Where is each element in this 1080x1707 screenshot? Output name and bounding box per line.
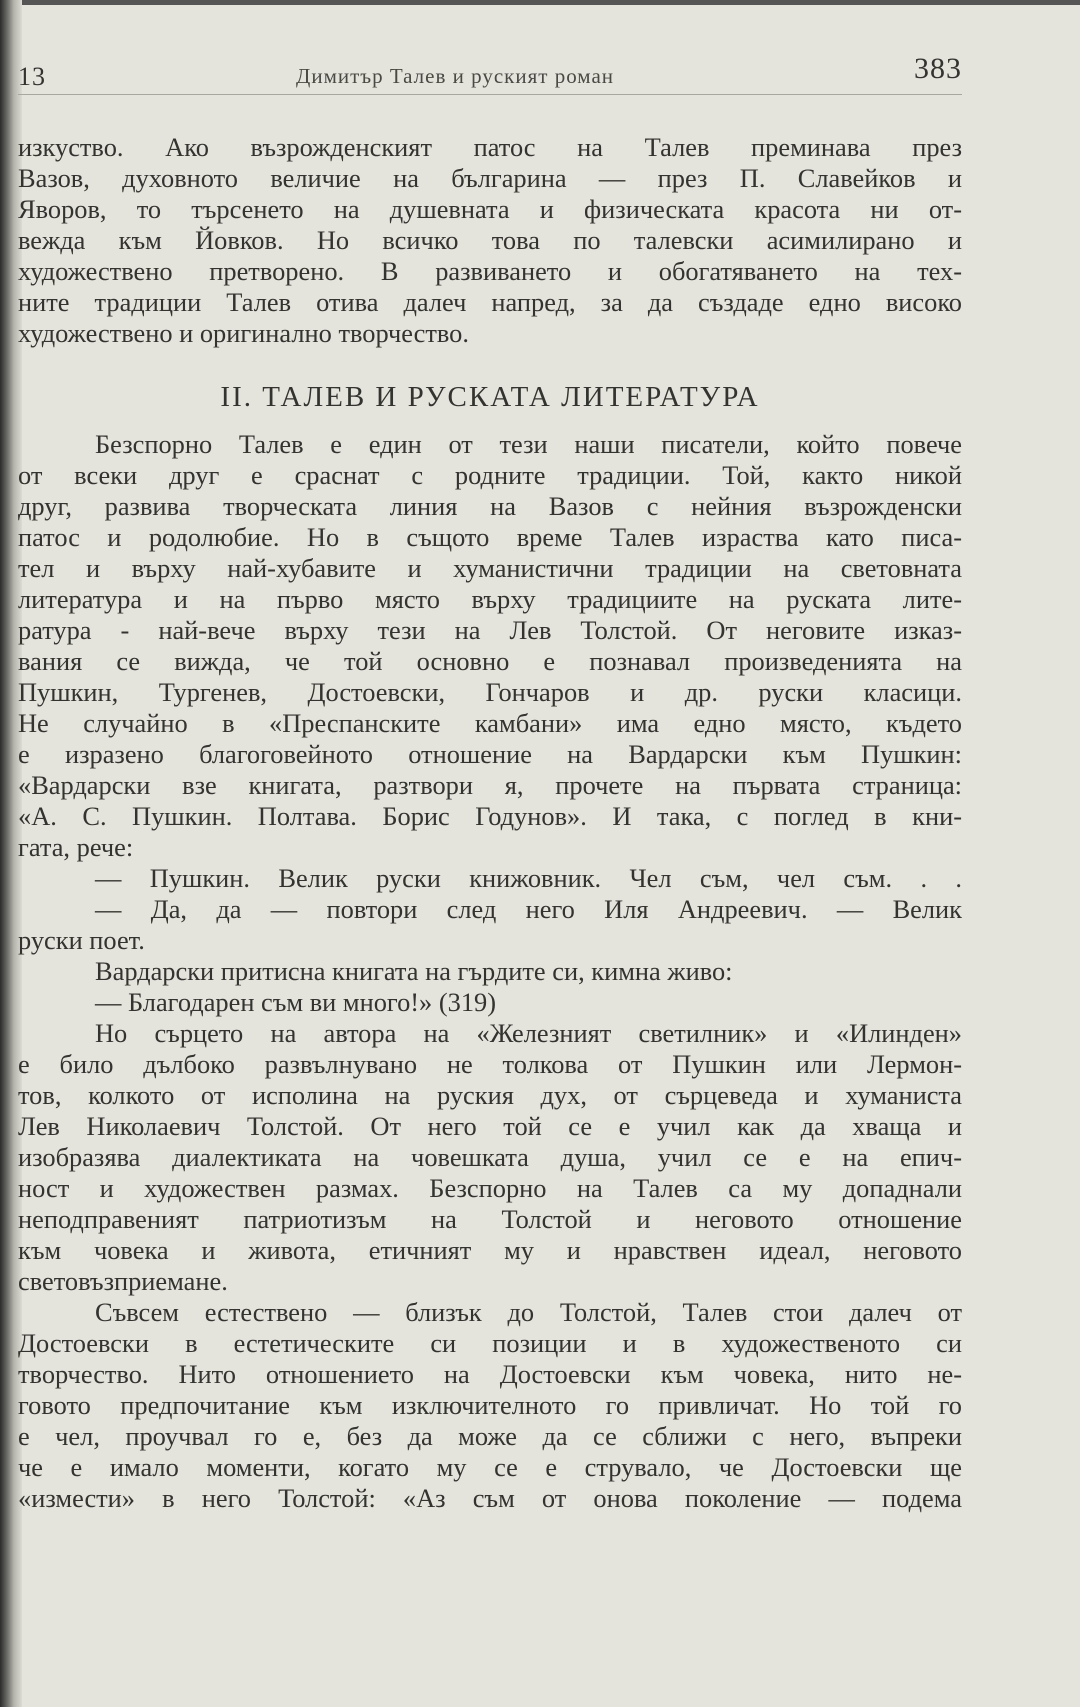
text-line: ност и художествен размах. Безспорно на Талев са му допаднали [18,1173,962,1203]
text-line: е чел, проучвал го е, без да може да се сближи с него, въпреки [18,1421,962,1451]
text-line: изкуство. Ако възрожденският патос на Талев преминава през [18,132,962,162]
text-line: вания се вижда, че той основно е познавал произведенията на [18,646,962,676]
text-line: Лев Николаевич Толстой. От него той се е учил как да хваща и [18,1111,962,1141]
header-rule [18,94,962,95]
text-line: изобразява диалектиката на човешката душа, учил се е на епич- [18,1142,962,1172]
text-line: гата, рече: [18,832,134,862]
paragraph-dostoevsky [18,1297,962,1514]
dialogue-line: — Пушкин. Велик руски книжовник. Чел съм, чел съм. . . [95,863,962,893]
body-text [18,132,962,1514]
text-line: е било дълбоко развълнувано не толкова от Пушкин или Лермон- [18,1049,962,1079]
text-line: е изразено благоговейното отношение на Вардарски към Пушкин: [18,739,962,769]
text-line: «измести» в него Толстой: «Аз съм от онова поколение — подема [18,1483,962,1513]
text-line: творчество. Нито отношението на Достоевски към човека, нито не- [18,1359,962,1389]
page-header [18,52,962,92]
section-heading: II. ТАЛЕВ И РУСКАТА ЛИТЕРАТУРА [220,381,760,413]
paragraph-continuation [18,132,962,349]
text-line: тов, колкото от исполина на руския дух, от сърцеведа и хуманиста [18,1080,962,1110]
text-line: «Вардарски взе книгата, разтвори я, прочете на първата страница: [18,770,962,800]
text-line: че е имало моменти, когато му се е струвало, че Достоевски ще [18,1452,962,1482]
text-line: Не случайно в «Преспанските камбани» има едно място, където [18,708,962,738]
text-line: художествено претворено. В развиването и обогатяването на тех- [18,256,962,286]
paragraph-tolstoy-intro [18,429,962,863]
text-line: «А. С. Пушкин. Полтава. Борис Годунов». И така, с поглед в кни- [18,801,962,831]
text-line: тел и върху най-хубавите и хуманистични традиции на световната [18,553,962,583]
dialogue-line: руски поет. [18,925,145,955]
paragraph-tolstoy-influence [18,1018,962,1297]
text-line: Яворов, то търсенето на душевната и физическата красота ни от- [18,194,962,224]
text-line: световъзприемане. [18,1266,228,1296]
text-line: Вазов, духовното величие на българина — през П. Славейков и [18,163,962,193]
running-title: Димитър Талев и руският роман [296,64,615,88]
text-line: ните традиции Талев отива далеч напред, за да създаде едно високо [18,287,962,317]
dialogue-line: — Да, да — повтори след него Иля Андреевич. — Велик [95,894,962,924]
text-line: към човека и живота, етичният му и нравствен идеал, неговото [18,1235,962,1265]
text-line: от всеки друг е сраснат с родните традиции. Той, както никой [18,460,962,490]
text-line: вежда към Йовков. Но всичко това по талевски асимилирано и [18,225,962,255]
page-number: 383 [914,52,962,85]
text-line: литература и на първо място върху традициите на руската лите- [18,584,962,614]
text-line: художествено и оригинално творчество. [18,318,469,348]
text-line: Достоевски в естетическите си позиции и в художественото си [18,1328,962,1358]
text-line: Съвсем естествено — близък до Толстой, Талев стои далеч от [95,1297,962,1327]
text-line: Но сърцето на автора на «Железният светилник» и «Илинден» [95,1018,962,1048]
dialogue-line: Вардарски притисна книгата на гърдите си, кимна живо: [95,956,733,986]
text-line: друг, развива творческата линия на Вазов с нейния възрожденски [18,491,962,521]
text-line: ратура - най-вече върху тези на Лев Толстой. От неговите изказ- [18,615,962,645]
text-line: неподправеният патриотизъм на Толстой и неговото отношение [18,1204,962,1234]
text-line: Безспорно Талев е един от тези наши писатели, който повече [95,429,962,459]
text-line: патос и родолюбие. Но в същото време Талев израства като писа- [18,522,962,552]
facing-page-number: 13 [18,62,46,91]
text-line: говото предпочитание към изключителното го привличат. Но той го [18,1390,962,1420]
page-top-edge [0,0,1080,5]
text-line: Пушкин, Тургенев, Достоевски, Гончаров и др. руски класици. [18,677,962,707]
dialogue-quote [18,863,962,1018]
dialogue-line: — Благодарен съм ви много!» (319) [95,987,497,1017]
